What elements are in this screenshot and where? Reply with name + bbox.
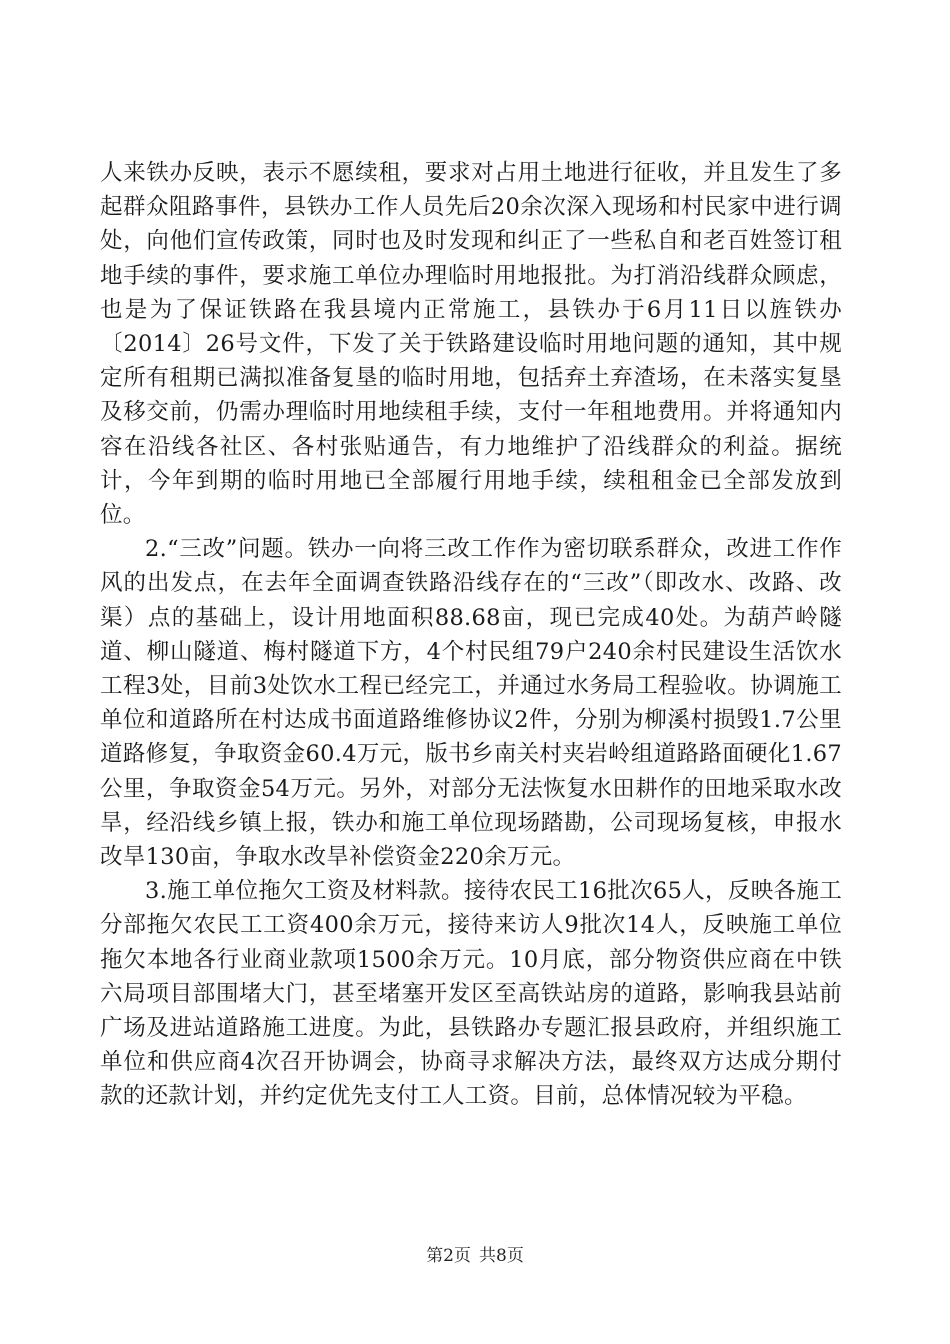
paragraph-land-lease: 人来铁办反映，表示不愿续租，要求对占用土地进行征收，并且发生了多起群众阻路事件，县铁办工作人员先后20余次深入现场和村民家中进行调处，向他们宣传政策，同时也及时发现和纠正了一些私自和老百姓签订租地手续的事件，要求施工单位办理临时用地报批。为打消沿线群众顾虑，也是为了保证铁路在我县境内正常施工，县铁办于6月11日以旌铁办〔2014〕26号文件，下发了关于铁路建设临时用地问题的通知，其中规定所有租期已满拟准备复垦的临时用地，包括弃土弃渣场，在未落实复垦及移交前，仍需办理临时用地续租手续，支付一年租地费用。并将通知内容在沿线各社区、各村张贴通告，有力地维护了沿线群众的利益。据统计，今年到期的临时用地已全部履行用地手续，续租租金已全部发放到位。 — [100, 160, 842, 529]
page-footer — [0, 1244, 950, 1268]
page-number: 第2页 — [426, 1246, 471, 1266]
paragraph-three-reforms: 2.“三改”问题。铁办一向将三改工作作为密切联系群众，改进工作作风的出发点，在去年全面调查铁路沿线存在的“三改”（即改水、改路、改渠）点的基础上，设计用地面积88.68亩，现已完成40处。为葫芦岭隧道、柳山隧道、梅村隧道下方，4个村民组79户240余村民建设生活饮水工程3处，目前3处饮水工程已经完工，并通过水务局工程验收。协调施工单位和道路所在村达成书面道路维修协议2件，分别为柳溪村损毁1.7公里道路修复，争取资金60.4万元，版书乡南关村夹岩岭组道路路面硬化1.67公里，争取资金54万元。另外，对部分无法恢复水田耕作的田地采取水改旱，经沿线乡镇上报，铁办和施工单位现场踏勘，公司现场复核，申报水改旱130亩，争取水改旱补偿资金220余万元。 — [100, 536, 842, 871]
page-total: 共8页 — [479, 1246, 524, 1266]
paragraph-wage-arrears: 3.施工单位拖欠工资及材料款。接待农民工16批次65人，反映各施工分部拖欠农民工工资400余万元，接待来访人9批次14人，反映施工单位拖欠本地各行业商业款项1500余万元。10月底，部分物资供应商在中铁六局项目部围堵大门，甚至堵塞开发区至高铁站房的道路，影响我县站前广场及进站道路施工进度。为此，县铁路办专题汇报县政府，并组织施工单位和供应商4次召开协调会，协商寻求解决方法，最终双方达成分期付款的还款计划，并约定优先支付工人工资。目前，总体情况较为平稳。 — [100, 878, 842, 1110]
document-body — [100, 156, 842, 1114]
